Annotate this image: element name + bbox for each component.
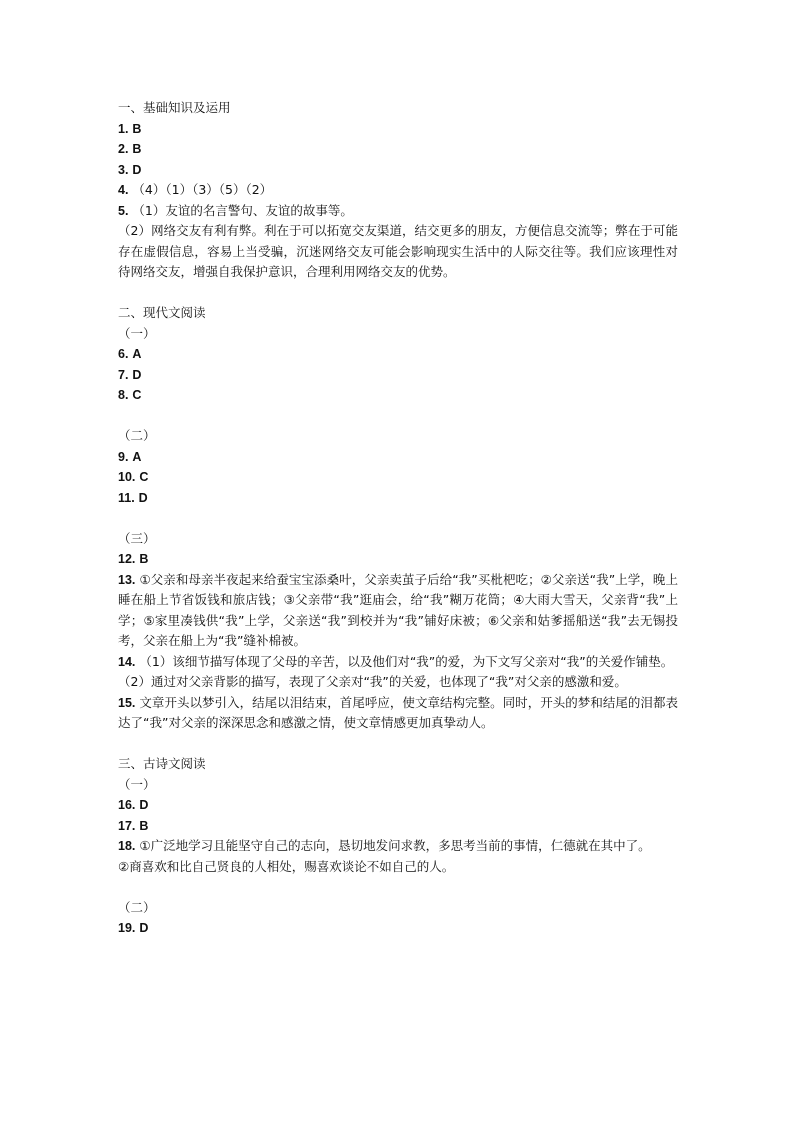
answer-value: B xyxy=(139,818,149,833)
question-number: 13. xyxy=(118,572,136,587)
question-number: 1. xyxy=(118,121,129,136)
section-heading-1: 一、基础知识及运用 xyxy=(118,100,231,115)
question-number: 11. xyxy=(118,490,135,505)
answer-text: （1）该细节描写体现了父母的辛苦，以及他们对“我”的爱，为下文写父亲对“我”的关爱作铺垫。 xyxy=(139,653,674,669)
question-number: 6. xyxy=(118,347,129,361)
question-number: 9. xyxy=(118,449,129,464)
answer-key-page xyxy=(118,98,678,939)
answer-value: B xyxy=(132,142,142,156)
answer-item xyxy=(118,139,678,160)
answer-item xyxy=(118,488,678,509)
answer-item xyxy=(118,918,678,939)
answer-item xyxy=(118,816,678,837)
answer-paragraph xyxy=(118,693,678,734)
spacer xyxy=(118,406,678,427)
answer-text: （1）友谊的名言警句、友谊的故事等。 xyxy=(132,202,353,218)
answer-item xyxy=(118,795,678,816)
question-number: 18. xyxy=(118,839,136,853)
answer-value: D xyxy=(138,490,148,505)
answer-item xyxy=(118,385,678,406)
answer-item xyxy=(118,365,678,386)
question-number: 10. xyxy=(118,470,136,484)
answer-paragraph: ②商喜欢和比自己贤良的人相处，赐喜欢谈论不如自己的人。 xyxy=(118,858,455,874)
answer-paragraph: （2）网络交友有利有弊。利在于可以拓宽交友渠道，结交更多的朋友，方便信息交流等；弊在于可能存在虚假信息，容易上当受骗，沉迷网络交友可能会影响现实生活中的人际交往等。我们应该理性对待网络交友，增强自我保护意识，合理利用网络交友的优势。 xyxy=(118,223,678,279)
sub-part-label: （二） xyxy=(118,428,156,443)
section-heading-2: 二、现代文阅读 xyxy=(118,305,206,320)
question-number: 3. xyxy=(118,162,129,177)
question-number: 15. xyxy=(118,695,136,710)
question-number: 17. xyxy=(118,818,136,833)
answer-item xyxy=(118,201,678,222)
answer-value: （4）（1）（3）（5）（2） xyxy=(132,182,273,197)
question-number: 12. xyxy=(118,552,136,566)
answer-text: ①广泛地学习且能坚守自己的志向，恳切地发问求教，多思考当前的事情，仁德就在其中了。 xyxy=(139,838,651,853)
answer-value: A xyxy=(132,449,142,464)
sub-part-label: （二） xyxy=(118,899,156,915)
question-number: 14. xyxy=(118,654,136,669)
section-heading-3: 三、古诗文阅读 xyxy=(118,756,206,771)
answer-value: B xyxy=(139,552,149,566)
answer-item xyxy=(118,467,678,488)
spacer xyxy=(118,734,678,755)
sub-part-label: （一） xyxy=(118,776,156,792)
answer-item xyxy=(118,549,678,570)
spacer xyxy=(118,877,678,898)
answer-value: C xyxy=(132,388,142,402)
answer-paragraph xyxy=(118,652,678,673)
question-number: 4. xyxy=(118,183,129,197)
answer-paragraph xyxy=(118,570,678,652)
answer-value: D xyxy=(139,798,149,812)
answer-item xyxy=(118,344,678,365)
answer-value: B xyxy=(132,121,142,136)
sub-part-label: （一） xyxy=(118,325,156,341)
answer-item xyxy=(118,160,678,181)
answer-item xyxy=(118,447,678,468)
answer-value: D xyxy=(132,162,142,177)
spacer xyxy=(118,508,678,529)
question-number: 19. xyxy=(118,921,136,935)
question-number: 16. xyxy=(118,798,136,812)
question-number: 8. xyxy=(118,388,129,402)
answer-value: D xyxy=(139,921,149,935)
answer-value: D xyxy=(132,367,142,382)
answer-paragraph: （2）通过对父亲背影的描写，表现了父亲对“我”的关爱，也体现了“我”对父亲的感激和爱。 xyxy=(118,674,627,689)
answer-text: ①父亲和母亲半夜起来给蚕宝宝添桑叶，父亲卖茧子后给“我”买枇杷吃；②父亲送“我”上学，晚上睡在船上节省饭钱和旅店钱；③父亲带“我”逛庙会，给“我”糊万花筒；④大雨大雪天，父亲背“我”上学；⑤家里凑钱供“我”上学，父亲送“我”到校并为“我”铺好床被；⑥父亲和姑爹摇船送“我”去无锡投考，父亲在船上为“我”缝补棉被。 xyxy=(118,571,678,648)
answer-paragraph xyxy=(118,836,678,857)
sub-part-label: （三） xyxy=(118,530,156,546)
answer-item xyxy=(118,180,678,201)
question-number: 7. xyxy=(118,367,129,382)
answer-value: C xyxy=(139,470,149,484)
question-number: 2. xyxy=(118,142,129,156)
answer-text: 文章开头以梦引入，结尾以泪结束，首尾呼应，使文章结构完整。同时，开头的梦和结尾的泪都表达了“我”对父亲的深深思念和感激之情，使文章情感更加真挚动人。 xyxy=(118,694,678,730)
answer-value: A xyxy=(132,347,142,361)
answer-item xyxy=(118,119,678,140)
spacer xyxy=(118,283,678,304)
question-number: 5. xyxy=(118,203,129,218)
